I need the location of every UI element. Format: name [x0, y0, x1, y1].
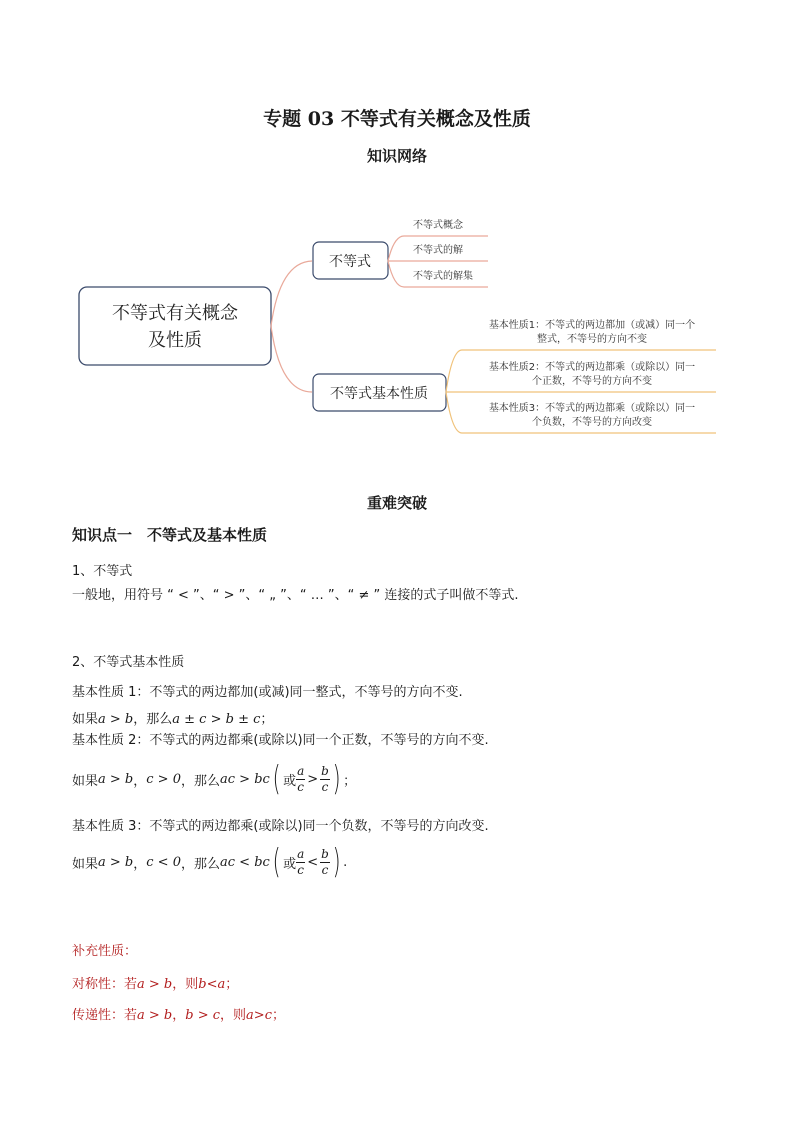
- property2-text: 基本性质 2：不等式的两边都乘(或除以)同一个正数，不等号的方向不变.: [72, 733, 489, 748]
- math-expr: a > b: [98, 771, 134, 787]
- right-paren: ): [332, 842, 341, 882]
- mindmap-branch1-label: 不等式: [329, 254, 371, 270]
- left-paren: (: [272, 759, 281, 799]
- property3-text: 基本性质 3：不等式的两边都乘(或除以)同一个负数，不等号的方向改变.: [72, 819, 489, 834]
- mindmap-prop3-line1: 基本性质3：不等式的两边都乘（或除以）同一: [488, 403, 696, 414]
- mindmap-diagram: [0, 0, 794, 470]
- math-expr: c < 0: [146, 854, 181, 870]
- example-word: 如果: [72, 773, 99, 789]
- connector-root-branch2: [271, 326, 312, 392]
- mindmap-prop1-line1: 基本性质1：不等式的两边都加（或减）同一个: [488, 320, 696, 331]
- property3-example: [72, 837, 347, 887]
- example-word: ，那么: [133, 712, 173, 727]
- punctuation: ，: [172, 1008, 186, 1023]
- example-word: ，则: [220, 1008, 247, 1023]
- mindmap-prop2-line1: 基本性质2：不等式的两边都乘（或除以）同一: [488, 362, 696, 373]
- mindmap-root-line1: 不等式有关概念: [112, 303, 238, 324]
- punctuation: .: [343, 854, 348, 870]
- property1-text: 基本性质 1：不等式的两边都加(或减)同一整式，不等号的方向不变.: [72, 685, 463, 700]
- page-title: 专题 03 不等式有关概念及性质: [263, 108, 531, 130]
- math-expr: b<a: [198, 977, 226, 992]
- math-expr: a ± c > b ± c: [172, 712, 261, 727]
- math-operator: <: [307, 854, 319, 870]
- example-word: ，那么: [180, 856, 220, 872]
- fraction: $\frac{a}{c}$: [297, 846, 305, 877]
- example-word: 如果: [72, 856, 99, 872]
- property2-example: [72, 754, 356, 804]
- math-expr: ac > bc: [220, 771, 270, 787]
- fraction: $\frac{a}{c}$: [297, 763, 305, 794]
- example-word: 如果: [72, 712, 99, 727]
- part1-heading: 1、不等式: [72, 564, 133, 579]
- math-expr: a > b: [98, 712, 134, 727]
- mindmap-prop1-line2: 整式，不等号的方向不变: [537, 334, 647, 345]
- example-word: 或: [283, 856, 297, 872]
- symmetric-property: [72, 973, 238, 992]
- section-title: 重难突破: [366, 494, 427, 512]
- mindmap-prop2-line2: 个正数，不等号的方向不变: [532, 376, 652, 387]
- example-word: 或: [283, 773, 297, 789]
- example-word: 对称性：若: [72, 977, 138, 992]
- page-subtitle: 知识网络: [366, 147, 427, 165]
- part2-heading: 2、不等式基本性质: [72, 655, 185, 670]
- punctuation: ，: [133, 773, 147, 789]
- fraction: $\frac{b}{c}$: [321, 763, 329, 794]
- knowledge-point-heading: 知识点一 不等式及基本性质: [72, 526, 268, 544]
- mindmap-root-line2: 及性质: [148, 330, 202, 351]
- right-paren: ): [332, 759, 341, 799]
- part1-text: 一般地，用符号 “ < ”、“ > ”、“ „ ”、“ … ”、“ ≠ ” 连接的式子叫做不等式.: [72, 588, 519, 603]
- math-operator: >: [307, 771, 319, 787]
- mindmap-branch2-label: 不等式基本性质: [330, 386, 428, 402]
- math-expr: ac < bc: [220, 854, 270, 870]
- mindmap-leaf-3: 不等式的解集: [413, 271, 473, 282]
- property1-example: [72, 708, 273, 727]
- mindmap-root-box: [79, 287, 271, 365]
- fraction: $\frac{b}{c}$: [321, 846, 329, 877]
- punctuation: ；: [271, 1008, 285, 1023]
- mindmap-leaf-1: 不等式概念: [413, 220, 463, 231]
- math-expr: a > b: [98, 854, 134, 870]
- example-word: ，则: [172, 977, 199, 992]
- math-expr: a>c: [246, 1008, 272, 1023]
- example-word: 传递性：若: [72, 1008, 138, 1023]
- math-expr: c > 0: [146, 771, 181, 787]
- left-paren: (: [272, 842, 281, 882]
- mindmap-prop3-line2: 个负数，不等号的方向改变: [532, 417, 652, 428]
- punctuation: ，: [133, 856, 147, 872]
- connector-root-branch1: [271, 261, 312, 326]
- supplement-heading: 补充性质：: [72, 944, 138, 959]
- transitive-property: [72, 1004, 285, 1023]
- math-expr: b > c: [185, 1008, 221, 1023]
- example-word: ，那么: [180, 773, 220, 789]
- math-expr: a > b: [137, 977, 173, 992]
- punctuation: ；: [225, 977, 239, 992]
- punctuation: ；: [343, 773, 357, 789]
- math-expr: a > b: [137, 1008, 173, 1023]
- punctuation: ；: [260, 712, 274, 727]
- mindmap-leaf-2: 不等式的解: [413, 245, 463, 256]
